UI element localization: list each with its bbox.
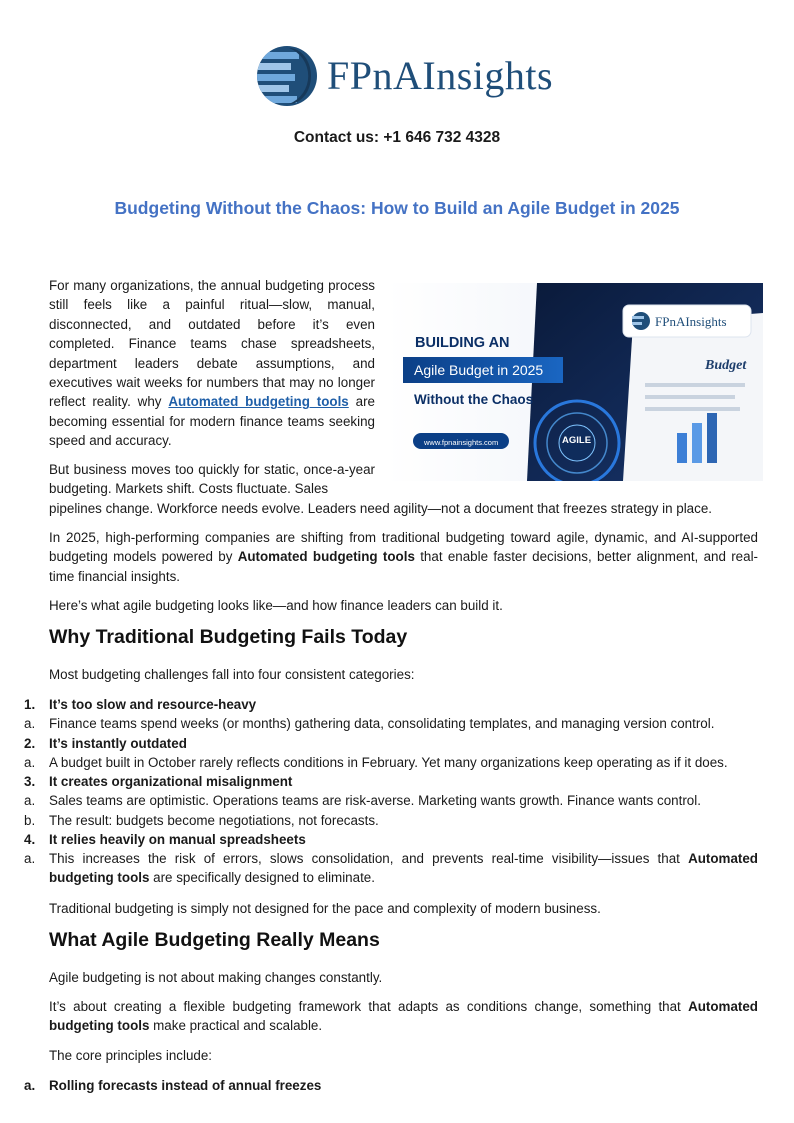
paragraph-business-moves-cont: pipelines change. Workforce needs evolve. Leaders need agility—not a document that freezes strategy in place. bbox=[49, 501, 712, 516]
hero-url: www.fpnainsights.com bbox=[424, 438, 499, 447]
paragraph-whats-agile: Here’s what agile budgeting looks like—and how finance leaders can build it. bbox=[49, 598, 503, 613]
list-item: a. Sales teams are optimistic. Operations teams are risk-averse. Marketing wants growth. Finance wants control. bbox=[24, 793, 701, 808]
paragraph-2025-shift: In 2025, high-performing companies are shifting from traditional budgeting toward agile, dynamic, and AI-supported budgeting models powered by Automated budgeting tools that enable faster decisions, better alignment, and real-time financial insights. bbox=[49, 530, 759, 584]
hero-line-3: Without the Chaos bbox=[414, 392, 534, 407]
article-title: Budgeting Without the Chaos: How to Build an Agile Budget in 2025 bbox=[114, 198, 680, 218]
section2-paragraph-2: It’s about creating a flexible budgeting framework that adapts as conditions change, something that Automated budgeting tools make practical and scalable. bbox=[49, 999, 758, 1034]
list-item: a. Rolling forecasts instead of annual freezes bbox=[24, 1078, 322, 1093]
section1-closing: Traditional budgeting is simply not designed for the pace and complexity of modern business. bbox=[49, 901, 601, 916]
automated-budgeting-tools-link[interactable]: Automated budgeting tools bbox=[168, 394, 349, 410]
section2-paragraph-1: Agile budgeting is not about making changes constantly. bbox=[49, 970, 383, 985]
list-item: b. The result: budgets become negotiations, not forecasts. bbox=[24, 813, 379, 828]
list-item: 1. It’s too slow and resource-heavy bbox=[24, 697, 257, 712]
agile-badge: AGILE bbox=[562, 435, 592, 446]
globe-logo-icon bbox=[255, 44, 319, 108]
brand-logo bbox=[255, 42, 553, 110]
automated-budgeting-tools-bold: Automated budgeting tools bbox=[237, 549, 415, 565]
hero-line-1: BUILDING AN bbox=[415, 335, 510, 351]
logo-wordmark: FPnAInsights bbox=[327, 53, 554, 98]
section-heading-agile-meaning: What Agile Budgeting Really Means bbox=[49, 929, 380, 951]
budget-label: Budget bbox=[705, 358, 747, 373]
list-item: 4. It relies heavily on manual spreadsheets bbox=[24, 832, 306, 847]
list-item: a. Finance teams spend weeks (or months) gathering data, consolidating templates, and managing version control. bbox=[24, 716, 715, 731]
section1-lead: Most budgeting challenges fall into four consistent categories: bbox=[49, 667, 415, 682]
intro-paragraph: For many organizations, the annual budgeting process still feels like a painful ritual—slow, manual, disconnected, and outdated before it’s even completed. Finance teams chase spreadsheets, department leaders debate assumptions, and executives wait weeks for numbers that may no longer reflect reality. why Automated budgeting tools are becoming essential for modern finance teams seeking speed and accuracy. bbox=[49, 278, 376, 449]
list-item: 2. It’s instantly outdated bbox=[24, 736, 187, 751]
contact-phone: Contact us: +1 646 732 4328 bbox=[293, 129, 501, 146]
list-item: a. This increases the risk of errors, slows consolidation, and prevents real-time visibility—issues that Automated budgeting tools are specifically designed to eliminate. bbox=[24, 851, 758, 886]
paragraph-business-moves: But business moves too quickly for static, once-a-year budgeting. Markets shift. Costs fluctuate. Sales bbox=[49, 462, 375, 497]
section2-paragraph-3: The core principles include: bbox=[49, 1048, 213, 1063]
hero-logo-text: FPnAInsights bbox=[655, 314, 727, 329]
hero-banner-image bbox=[387, 283, 763, 481]
hero-line-2: Agile Budget in 2025 bbox=[414, 362, 544, 378]
list-item: 3. It creates organizational misalignment bbox=[24, 774, 293, 789]
list-item: a. A budget built in October rarely reflects conditions in February. Yet many organizations keep operating as if it does. bbox=[24, 755, 728, 770]
section-heading-traditional: Why Traditional Budgeting Fails Today bbox=[49, 626, 408, 648]
